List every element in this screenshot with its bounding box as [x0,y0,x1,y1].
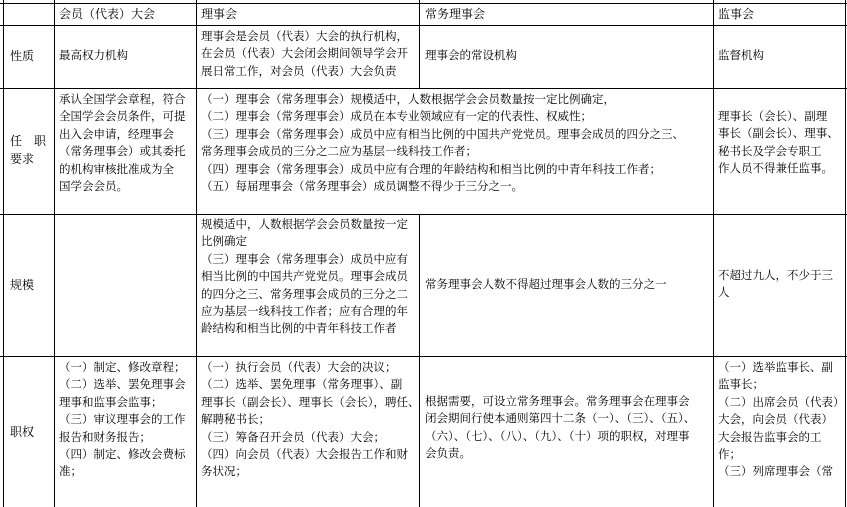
nature-standing-council: 理事会的常设机构 [425,48,517,62]
scale-supervisory-board: 不超过九人，不少于三 人 [718,268,833,300]
row-divider-3 [0,214,847,215]
table-border-top [0,3,847,4]
column-divider-4 [713,0,714,507]
qualification-supervisory-board: 理事长（会长）、副理 事长（副会长）、理事、 秘书长及学会专职工 作人员不得兼任监事。 [718,109,839,176]
row-divider-4 [0,356,847,357]
table-border-right [845,0,846,507]
nature-supervisory-board: 监督机构 [718,48,764,62]
row-label-qualification: 任 职 要求 [10,134,47,166]
header-general-assembly: 会员（代表）大会 [59,7,156,21]
nature-general-assembly: 最高权力机构 [59,48,128,62]
row-divider-1 [0,25,847,26]
column-divider-3 [419,0,420,88]
scale-council: 规模适中，人数根据学会会员数量按一定 比例确定 （三）理事会（常务理事会）成员中应有 相当比例的中国共产党党员。理事会成员 的四分之三、常务理事会成员的三分之二 应为基层一线科技工作者；应有合理的年 龄结构和相当比例的中青年科技工作者 [201,217,408,336]
row-label-nature: 性质 [10,49,35,63]
header-council: 理事会 [201,7,238,21]
nature-council: 理事会是会员（代表）大会的执行机构， 在会员（代表）大会闭会期间领导学会开 展日常工作，对会员（代表）大会负责 [201,29,408,78]
row-label-scale: 规模 [10,278,35,292]
duties-council: （一）执行会员（代表）大会的决议； （二）选举、罢免理事（常务理事）、副 理事长（副会长）、理事长（会长），聘任、 解聘秘书长； （三）筹备召开会员（代表）大会； （四）向会员（代表）大会报告工作和财 务状况； [201,360,420,479]
qualification-council-merged: （一）理事会（常务理事会）规模适中，人数根据学会会员数量按一定比例确定， （二）理事会（常务理事会）成员在本专业领域应有一定的代表性、权威性； （三）理事会（常务理事会）成员中应有相当比例的中国共产党党员。理事会成员的四分之三、 常务理事会成员的三分之二应为基层一线科技工作者； （四）理事会（常务理事会）成员中应有合理的年龄结构和相当比例的中青年科技工作者； （五）每届理事会（常务理事会）成员调整不得少于三分之一。 [201,92,684,194]
duties-supervisory-board: （一）选举监事长、副 监事长； （二）出席会员（代表） 大会，向会员（代表） 大会报告监事会的工 作； （三）列席理事会（常 [718,360,845,479]
column-divider-1 [54,0,55,507]
duties-standing-council: 根据需要，可设立常务理事会。常务理事会在理事会 闭会期间行使本通则第四十二条（一）、（三）、（五）、 （六）、（七）、（八）、（九）、（十）项的职权，对理事 会负责。 [425,394,696,461]
duties-general-assembly: （一）制定、修改章程； （二）选举、罢免理事会 理事和监事会监事； （三）审议理事会的工作 报告和财务报告； （四）制定、修改会费标 准； [59,360,186,479]
header-standing-council: 常务理事会 [425,7,486,21]
header-supervisory-board: 监事会 [718,7,755,21]
column-divider-2 [196,0,197,507]
row-label-duties: 职权 [10,425,35,439]
qualification-general-assembly: 承认全国学会章程，符合 全国学会会员条件，可提 出入会申请，经理事会 （常务理事会）或其委托 的机构审核批准成为全 国学会会员。 [59,92,186,194]
table-border-left [3,0,4,507]
row-divider-2 [0,88,847,89]
scale-standing-council: 常务理事会人数不得超过理事会人数的三分之一 [425,277,667,291]
